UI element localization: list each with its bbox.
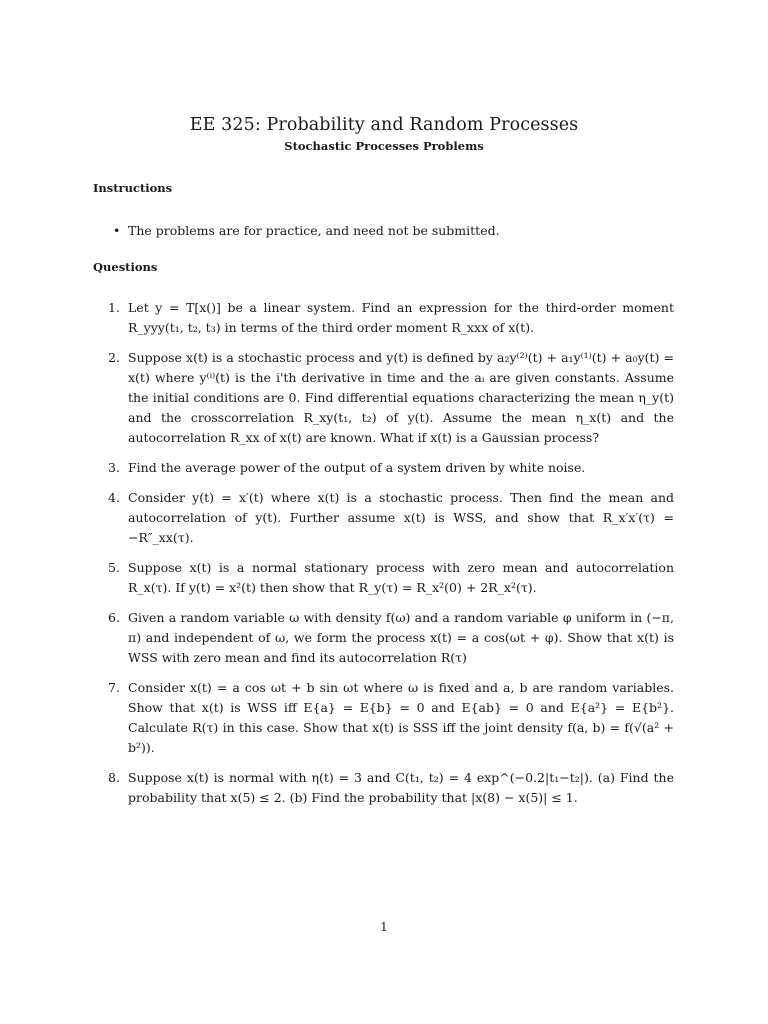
question-number: 6.	[108, 610, 120, 625]
question-number: 3.	[108, 460, 120, 475]
question-item	[108, 678, 674, 758]
question-item	[108, 608, 674, 668]
instruction-text: The problems are for practice, and need not be submitted.	[128, 223, 500, 238]
question-text: Suppose x(t) is normal with η(t) = 3 and C(t₁, t₂) = 4 exp^(−0.2|t₁−t₂|). (a) Find the probability that x(5) ≤ 2. (b) Find the probability that |x(8) − x(5)| ≤ 1.	[128, 770, 674, 805]
question-text: Find the average power of the output of a system driven by white noise.	[128, 460, 586, 475]
question-text: Suppose x(t) is a stochastic process and y(t) is defined by a₂y⁽²⁾(t) + a₁y⁽¹⁾(t) + a₀y(t) = x(t) where y⁽ⁱ⁾(t) is the i'th derivative in time and the aᵢ are given constants. Assume the initial conditions are 0. Find differential equations characterizing the mean η_y(t) and the crosscorrelation R_xy(t₁, t₂) of y(t). Assume the mean η_x(t) and the autocorrelation R_xx of x(t) are known. What if x(t) is a Gaussian process?	[128, 350, 674, 445]
instructions-heading: Instructions	[93, 181, 173, 195]
question-text: Given a random variable ω with density f(ω) and a random variable φ uniform in (−π, π) and independent of ω, we form the process x(t) = a cos(ωt + φ). Show that x(t) is WSS with zero mean and find its autocorrelation R(τ)	[128, 610, 674, 665]
question-number: 8.	[108, 770, 120, 785]
question-text: Let y = T[x()] be a linear system. Find an expression for the third-order moment R_yyy(t₁, t₂, t₃) in terms of the third order moment R_xxx of x(t).	[128, 300, 674, 335]
question-text: Suppose x(t) is a normal stationary process with zero mean and autocorrelation R_x(τ). If y(t) = x²(t) then show that R_y(τ) = R_x²(0) + 2R_x²(τ).	[128, 560, 674, 595]
question-number: 2.	[108, 350, 120, 365]
question-item	[108, 348, 674, 448]
page-number: 1	[380, 920, 388, 934]
question-item	[108, 458, 674, 478]
question-item	[108, 768, 674, 808]
question-text: Consider y(t) = x′(t) where x(t) is a stochastic process. Then find the mean and autocorrelation of y(t). Further assume x(t) is WSS, and show that R_x′x′(τ) = −R″_xx(τ).	[128, 490, 674, 545]
question-number: 1.	[108, 300, 120, 315]
questions-list	[108, 298, 674, 818]
question-item	[108, 558, 674, 598]
question-text: Consider x(t) = a cos ωt + b sin ωt where ω is fixed and a, b are random variables. Show that x(t) is WSS iff E{a} = E{b} = 0 and E{ab} = 0 and E{a²} = E{b²}. Calculate R(τ) in this case. Show that x(t) is SSS iff the joint density f(a, b) = f(√(a² + b²)).	[128, 680, 674, 755]
question-item	[108, 488, 674, 548]
questions-heading: Questions	[93, 260, 158, 274]
question-number: 7.	[108, 680, 120, 695]
instruction-item	[113, 221, 693, 241]
question-number: 4.	[108, 490, 120, 505]
question-number: 5.	[108, 560, 120, 575]
question-item	[108, 298, 674, 338]
page-subtitle: Stochastic Processes Problems	[284, 139, 484, 153]
page-title: EE 325: Probability and Random Processes	[189, 115, 579, 135]
bullet-icon: •	[113, 223, 121, 238]
